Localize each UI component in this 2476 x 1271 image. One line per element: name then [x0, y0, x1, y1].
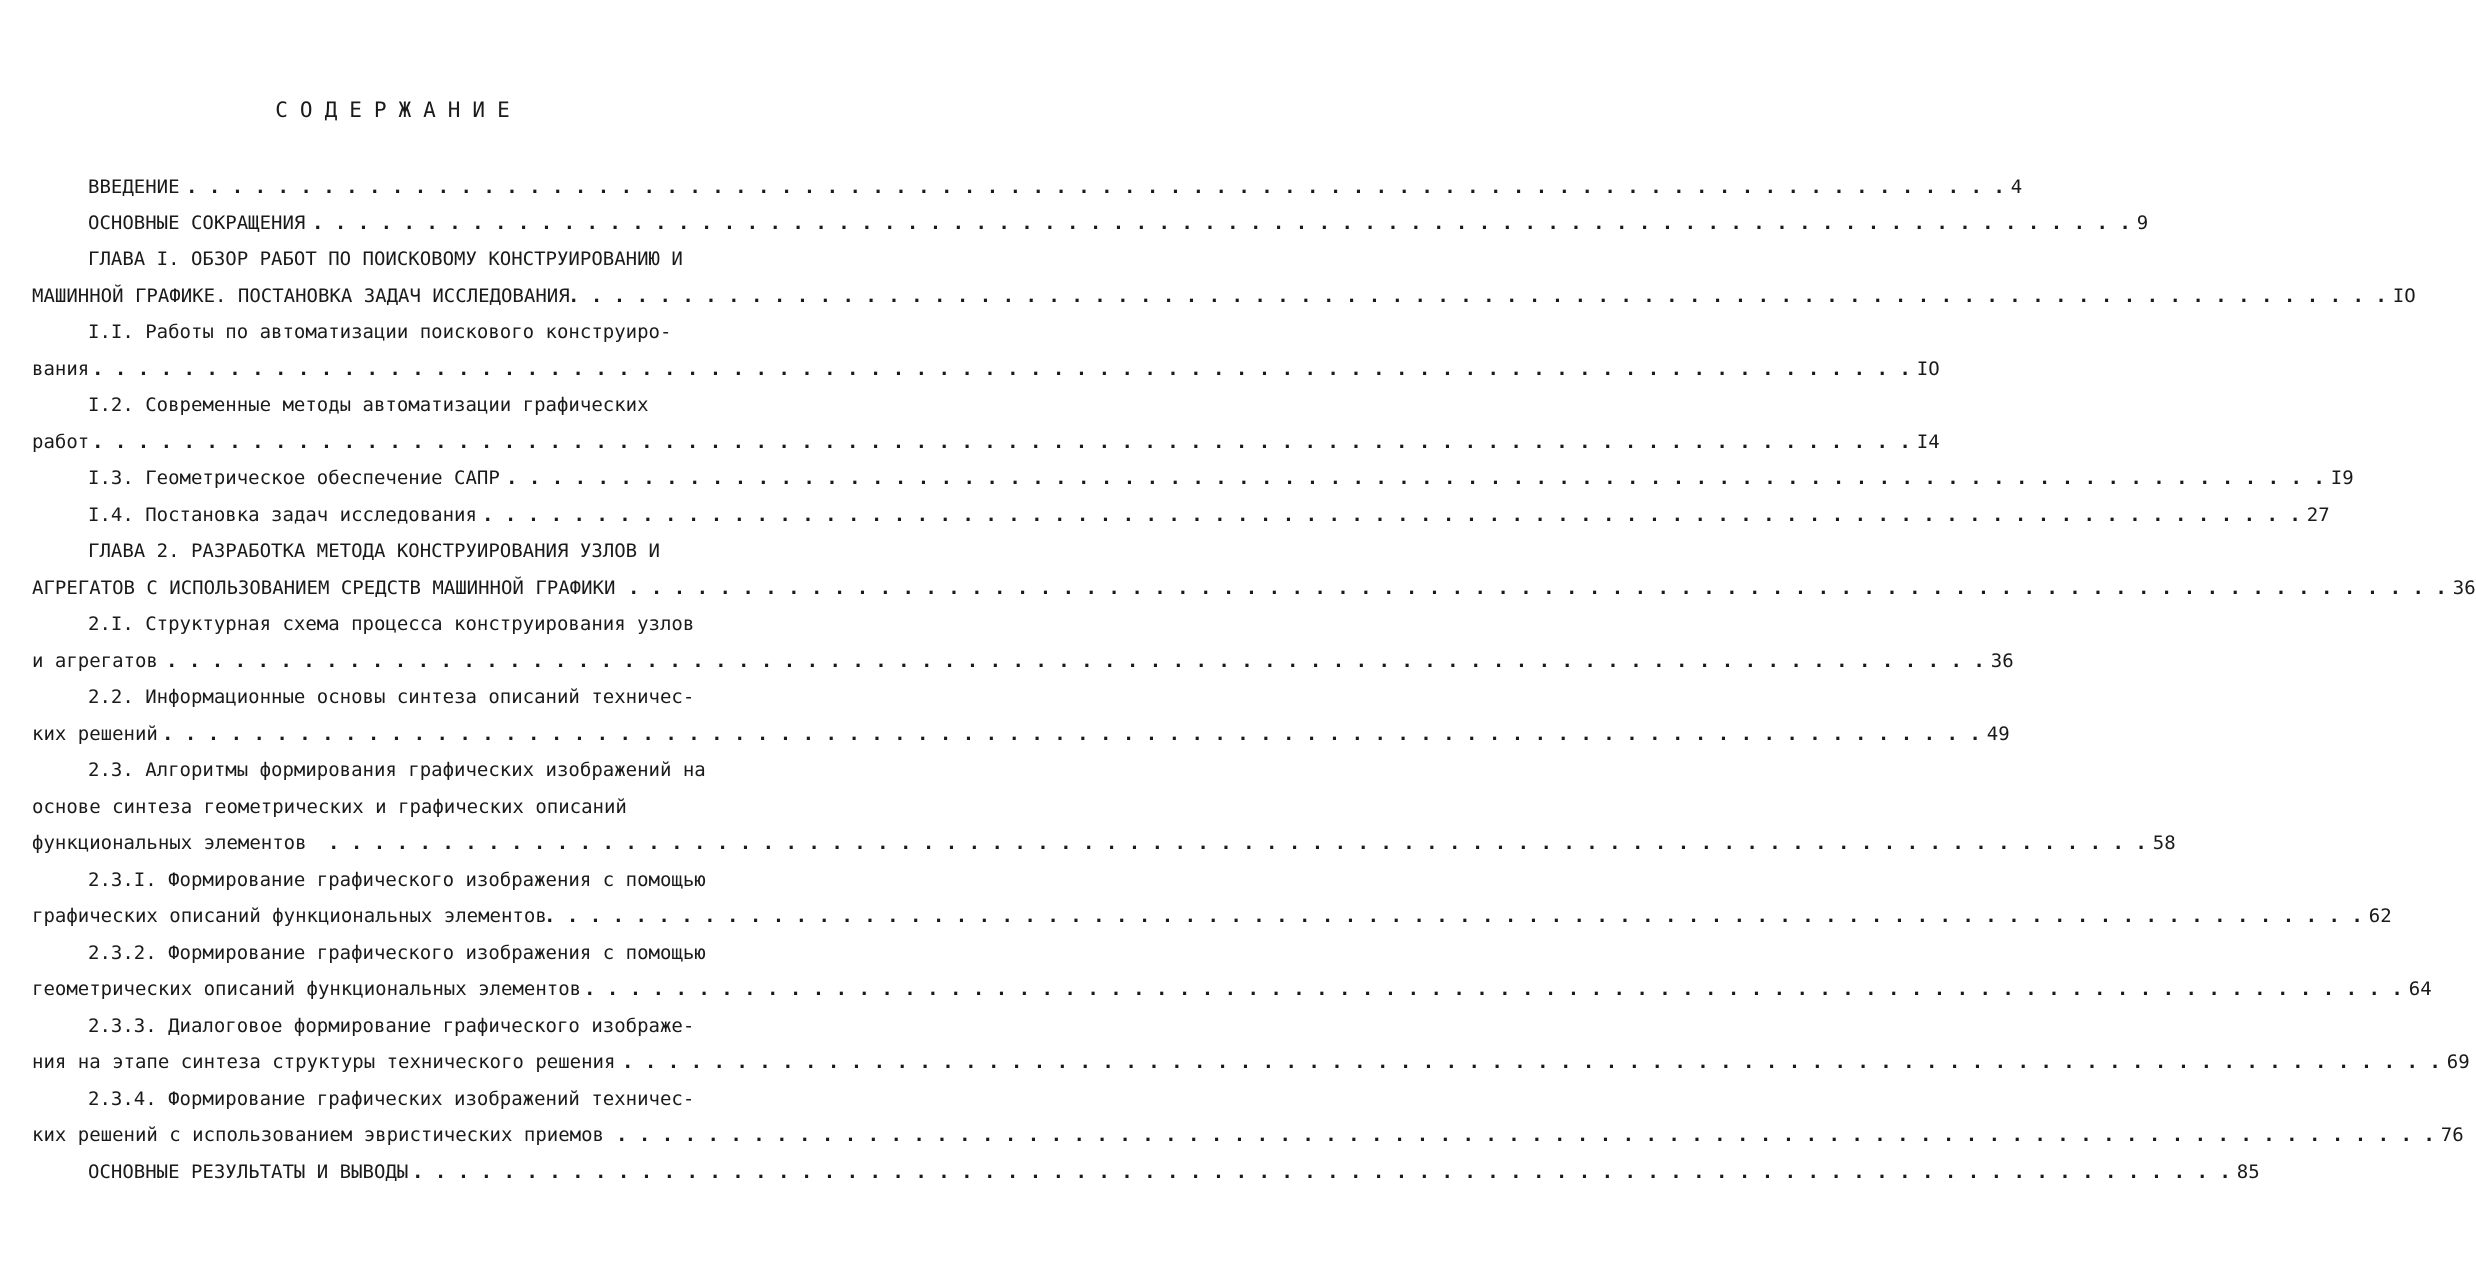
- dot-leader: . . . . . . . . . . . . . . . . . . . . . . . . . . . . . . . . . . . . . . . . . . . . . . . . . . . . . . . . . . . . . . . . . . . . . . . . . . . . . . . .: [628, 577, 2447, 599]
- toc-entry: [88, 1011, 728, 1041]
- toc-entry: [32, 427, 1940, 457]
- dot-leader: . . . . . . . . . . . . . . . . . . . . . . . . . . . . . . . . . . . . . . . . . . . . . . . . . . . . . . . . . . . . . . . . . . . . . . . . . . . . . . . .: [616, 1124, 2435, 1146]
- toc-entry-text: ОСНОВНЫЕ РЕЗУЛЬТАТЫ И ВЫВОДЫ: [88, 1161, 409, 1183]
- toc-page-number: 27: [2306, 504, 2330, 526]
- dot-leader: . . . . . . . . . . . . . . . . . . . . . . . . . . . . . . . . . . . . . . . . . . . . . . . . . . . . . . . . . . . . . . . . . . . . . . . . . . . . . . . .: [482, 504, 2301, 526]
- toc-page-number: I9: [2330, 467, 2354, 489]
- toc-leader: [622, 1047, 2470, 1077]
- toc-entry-text: ких решений с использованием эвристических приемов: [32, 1124, 604, 1146]
- dot-leader: . . . . . . . . . . . . . . . . . . . . . . . . . . . . . . . . . . . . . . . . . . . . . . . . . . . . . . . . . . . . . . . . . . . . . . . . . . . . . . . .: [312, 212, 2131, 234]
- toc-entry: [88, 244, 728, 274]
- toc-leader: [186, 172, 2023, 202]
- toc-page-number: 85: [2236, 1161, 2260, 1183]
- toc-entry-text: 2.3. Алгоритмы формирования графических изображений на: [88, 759, 706, 781]
- toc-entry-text: геометрических описаний функциональных элементов: [32, 978, 582, 1000]
- dot-leader: . . . . . . . . . . . . . . . . . . . . . . . . . . . . . . . . . . . . . . . . . . . . . . . . . . . . . . . . . . . . . . . . . . . . . . . . . . . . . . . .: [544, 905, 2363, 927]
- toc-entry: [88, 1084, 728, 1114]
- toc-entry: [32, 1120, 2464, 1150]
- toc-entry-text: графических описаний функциональных элементов: [32, 905, 547, 927]
- toc-leader: [328, 828, 2176, 858]
- toc-entry: [88, 938, 728, 968]
- toc-entry-text: ГЛАВА I. ОБЗОР РАБОТ ПО ПОИСКОВОМУ КОНСТРУИРОВАНИЮ И: [88, 248, 683, 270]
- toc-page-number: 4: [2010, 176, 2023, 198]
- toc-entry-text: 2.3.2. Формирование графического изображения с помощью: [88, 942, 706, 964]
- page-title: СОДЕРЖАНИЕ: [275, 98, 522, 122]
- toc-leader: [166, 646, 2014, 676]
- toc-leader: [616, 1120, 2464, 1150]
- toc-page-number: 62: [2368, 905, 2392, 927]
- dot-leader: . . . . . . . . . . . . . . . . . . . . . . . . . . . . . . . . . . . . . . . . . . . . . . . . . . . . . . . . . . . . . . . . . . . . . . . . . . . . . . . .: [162, 723, 1981, 745]
- toc-entry: [32, 719, 2010, 749]
- toc-entry: [88, 1157, 2260, 1187]
- toc-entry-text: 2.3.I. Формирование графического изображения с помощью: [88, 869, 706, 891]
- toc-leader: [584, 974, 2432, 1004]
- toc-entry-text: 2.3.3. Диалоговое формирование графического изображе-: [88, 1015, 695, 1037]
- toc-leader: [312, 208, 2149, 238]
- toc-page-number: 69: [2446, 1051, 2470, 1073]
- toc-entry: [88, 500, 2330, 530]
- toc-entry: [88, 463, 2354, 493]
- toc-leader: [92, 354, 1940, 384]
- dot-leader: . . . . . . . . . . . . . . . . . . . . . . . . . . . . . . . . . . . . . . . . . . . . . . . . . . . . . . . . . . . . . . . . . . . . . . . . . . . . . . . .: [622, 1051, 2441, 1073]
- toc-leader: [506, 463, 2354, 493]
- toc-entry: [88, 172, 2023, 202]
- toc-page-number: 64: [2408, 978, 2432, 1000]
- toc-entry-text: 2.2. Информационные основы синтеза описаний техничес-: [88, 686, 695, 708]
- toc-leader: [628, 573, 2476, 603]
- toc-entry: [32, 354, 1940, 384]
- dot-leader: . . . . . . . . . . . . . . . . . . . . . . . . . . . . . . . . . . . . . . . . . . . . . . . . . . . . . . . . . . . . . . . . . . . . . . . . . . . . . . . .: [412, 1161, 2231, 1183]
- toc-entry-text: основе синтеза геометрических и графических описаний: [32, 796, 627, 818]
- toc-page-number: I4: [1916, 431, 1940, 453]
- toc-entry: [32, 974, 2432, 1004]
- toc-entry: [88, 390, 728, 420]
- toc-page-number: 58: [2152, 832, 2176, 854]
- toc-entry-text: вания: [32, 358, 90, 380]
- toc-page-number: IO: [1916, 358, 1940, 380]
- toc-entry-text: работ: [32, 431, 90, 453]
- toc-entry-text: I.4. Постановка задач исследования: [88, 504, 477, 526]
- toc-entry: [32, 1047, 2470, 1077]
- toc-entry: [32, 573, 2476, 603]
- toc-entry: [32, 901, 2392, 931]
- toc-entry-text: ВВЕДЕНИЕ: [88, 176, 180, 198]
- toc-entry-text: I.2. Современные методы автоматизации графических: [88, 394, 649, 416]
- toc-entry-text: и агрегатов: [32, 650, 158, 672]
- toc-entry: [88, 755, 728, 785]
- toc-leader: [568, 281, 2416, 311]
- toc-leader: [482, 500, 2330, 530]
- toc-page-number: 49: [1986, 723, 2010, 745]
- toc-entry-text: ния на этапе синтеза структуры технического решения: [32, 1051, 616, 1073]
- dot-leader: . . . . . . . . . . . . . . . . . . . . . . . . . . . . . . . . . . . . . . . . . . . . . . . . . . . . . . . . . . . . . . . . . . . . . . . . . . . . . . . .: [506, 467, 2325, 489]
- dot-leader: . . . . . . . . . . . . . . . . . . . . . . . . . . . . . . . . . . . . . . . . . . . . . . . . . . . . . . . . . . . . . . . . . . . . . . . . . . . . . . . .: [186, 176, 2005, 198]
- toc-leader: [92, 427, 1940, 457]
- toc-page-number: 36: [2452, 577, 2476, 599]
- toc-entry-text: функциональных элементов: [32, 832, 307, 854]
- toc-entry: [88, 682, 728, 712]
- dot-leader: . . . . . . . . . . . . . . . . . . . . . . . . . . . . . . . . . . . . . . . . . . . . . . . . . . . . . . . . . . . . . . . . . . . . . . . . . . . . . . . .: [92, 358, 1911, 380]
- toc-leader: [162, 719, 2010, 749]
- toc-entry: [32, 646, 2014, 676]
- toc-entry-text: I.3. Геометрическое обеспечение САПР: [88, 467, 500, 489]
- dot-leader: . . . . . . . . . . . . . . . . . . . . . . . . . . . . . . . . . . . . . . . . . . . . . . . . . . . . . . . . . . . . . . . . . . . . . . . . . . . . . . . .: [328, 832, 2147, 854]
- toc-entry-text: АГРЕГАТОВ С ИСПОЛЬЗОВАНИЕМ СРЕДСТВ МАШИННОЙ ГРАФИКИ: [32, 577, 616, 599]
- dot-leader: . . . . . . . . . . . . . . . . . . . . . . . . . . . . . . . . . . . . . . . . . . . . . . . . . . . . . . . . . . . . . . . . . . . . . . . . . . . . . . . .: [584, 978, 2403, 1000]
- toc-page-number: 76: [2440, 1124, 2464, 1146]
- toc-entry-text: 2.I. Структурная схема процесса конструирования узлов: [88, 613, 695, 635]
- toc-entry-text: 2.3.4. Формирование графических изображений техничес-: [88, 1088, 695, 1110]
- toc-entry-text: ГЛАВА 2. РАЗРАБОТКА МЕТОДА КОНСТРУИРОВАНИЯ УЗЛОВ И: [88, 540, 660, 562]
- toc-entry-text: МАШИННОЙ ГРАФИКЕ. ПОСТАНОВКА ЗАДАЧ ИССЛЕДОВАНИЯ: [32, 285, 570, 307]
- dot-leader: . . . . . . . . . . . . . . . . . . . . . . . . . . . . . . . . . . . . . . . . . . . . . . . . . . . . . . . . . . . . . . . . . . . . . . . . . . . . . . . .: [568, 285, 2387, 307]
- toc-entry-text: ОСНОВНЫЕ СОКРАЩЕНИЯ: [88, 212, 306, 234]
- toc-leader: [544, 901, 2392, 931]
- dot-leader: . . . . . . . . . . . . . . . . . . . . . . . . . . . . . . . . . . . . . . . . . . . . . . . . . . . . . . . . . . . . . . . . . . . . . . . . . . . . . . . .: [166, 650, 1985, 672]
- toc-page-number: 9: [2136, 212, 2149, 234]
- dot-leader: . . . . . . . . . . . . . . . . . . . . . . . . . . . . . . . . . . . . . . . . . . . . . . . . . . . . . . . . . . . . . . . . . . . . . . . . . . . . . . . .: [92, 431, 1911, 453]
- toc-entry: [88, 609, 728, 639]
- toc-entry: [32, 828, 2176, 858]
- toc-entry: [32, 792, 728, 822]
- toc-entry: [88, 536, 728, 566]
- toc-entry: [88, 865, 728, 895]
- toc-entry: [88, 208, 2149, 238]
- toc-page-number: 36: [1990, 650, 2014, 672]
- toc-entry-text: I.I. Работы по автоматизации поискового конструиро-: [88, 321, 672, 343]
- toc-leader: [412, 1157, 2260, 1187]
- toc-entry-text: ких решений: [32, 723, 158, 745]
- toc-entry: [88, 317, 728, 347]
- toc-page-number: IO: [2392, 285, 2416, 307]
- toc-entry: [32, 281, 2416, 311]
